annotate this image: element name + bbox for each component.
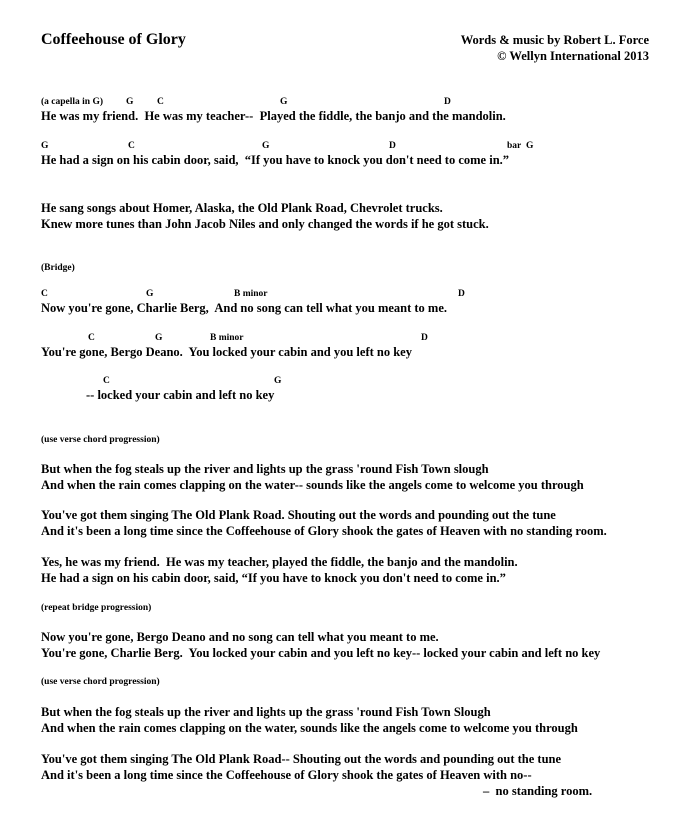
chord: C (103, 376, 110, 386)
lyric-line: You're gone, Charlie Berg. You locked your cabin and you left no key-- locked your cabin and left no key (41, 646, 601, 660)
chord: G (262, 141, 270, 151)
lyric-line: And when the rain comes clapping on the water-- sounds like the angels come to welcome you through (41, 478, 584, 492)
chord: G (155, 333, 163, 343)
chord: C (128, 141, 135, 151)
chord: G (526, 141, 534, 151)
lyric-line: -- locked your cabin and left no key (86, 388, 275, 402)
lyric-line: He was my friend. He was my teacher-- Played the fiddle, the banjo and the mandolin. (41, 109, 506, 123)
chord: C (157, 97, 164, 107)
chord: G (41, 141, 49, 151)
lyric-line: Yes, he was my friend. He was my teacher, played the fiddle, the banjo and the mandolin. (41, 555, 518, 569)
lyric-line: – no standing room. (483, 784, 593, 798)
lyric-line: Knew more tunes than John Jacob Niles and only changed the words if he got stuck. (41, 217, 489, 231)
chord: G (126, 97, 134, 107)
chord: G (280, 97, 288, 107)
capella-note: (a capella in G) (41, 97, 104, 107)
author-credit: Words & music by Robert L. Force (460, 33, 649, 47)
lyric-line: You're gone, Bergo Deano. You locked your cabin and you left no key (41, 345, 412, 359)
chord: D (421, 333, 428, 343)
song-title: Coffeehouse of Glory (41, 31, 186, 48)
lyric-line: But when the fog steals up the river and lights up the grass 'round Fish Town Slough (41, 705, 491, 719)
lyric-line: He had a sign on his cabin door, said, “If you have to knock you don't need to come in.” (41, 153, 510, 167)
copyright-line: © Wellyn International 2013 (497, 49, 649, 63)
lyric-line: Now you're gone, Bergo Deano and no song can tell what you meant to me. (41, 630, 439, 644)
lyric-line: You've got them singing The Old Plank Road. Shouting out the words and pounding out the tune (41, 508, 556, 522)
progression-note: (use verse chord progression) (41, 677, 160, 687)
chord: bar (507, 141, 522, 151)
progression-note: (use verse chord progression) (41, 435, 160, 445)
chord: B minor (234, 289, 268, 299)
lyric-line: He had a sign on his cabin door, said, “If you have to knock you don't need to come in.” (41, 571, 506, 585)
lyric-line: He sang songs about Homer, Alaska, the Old Plank Road, Chevrolet trucks. (41, 201, 443, 215)
chord: C (88, 333, 95, 343)
lyric-line: But when the fog steals up the river and lights up the grass 'round Fish Town slough (41, 462, 489, 476)
chord: G (274, 376, 282, 386)
bridge-label: (Bridge) (41, 263, 75, 273)
chord: D (444, 97, 451, 107)
chord: B minor (210, 333, 244, 343)
chord: C (41, 289, 48, 299)
lyric-line: You've got them singing The Old Plank Road-- Shouting out the words and pounding out the tune (41, 752, 562, 766)
chord: D (458, 289, 465, 299)
lyric-line: Now you're gone, Charlie Berg, And no song can tell what you meant to me. (41, 301, 448, 315)
lyric-line: And when the rain comes clapping on the water, sounds like the angels come to welcome you through (41, 721, 578, 735)
lyric-line: And it's been a long time since the Coffeehouse of Glory shook the gates of Heaven with no-- (41, 768, 532, 782)
chord: G (146, 289, 154, 299)
chord: D (389, 141, 396, 151)
lyric-line: And it's been a long time since the Coffeehouse of Glory shook the gates of Heaven with no standing room. (41, 524, 607, 538)
progression-note: (repeat bridge progression) (41, 603, 152, 613)
